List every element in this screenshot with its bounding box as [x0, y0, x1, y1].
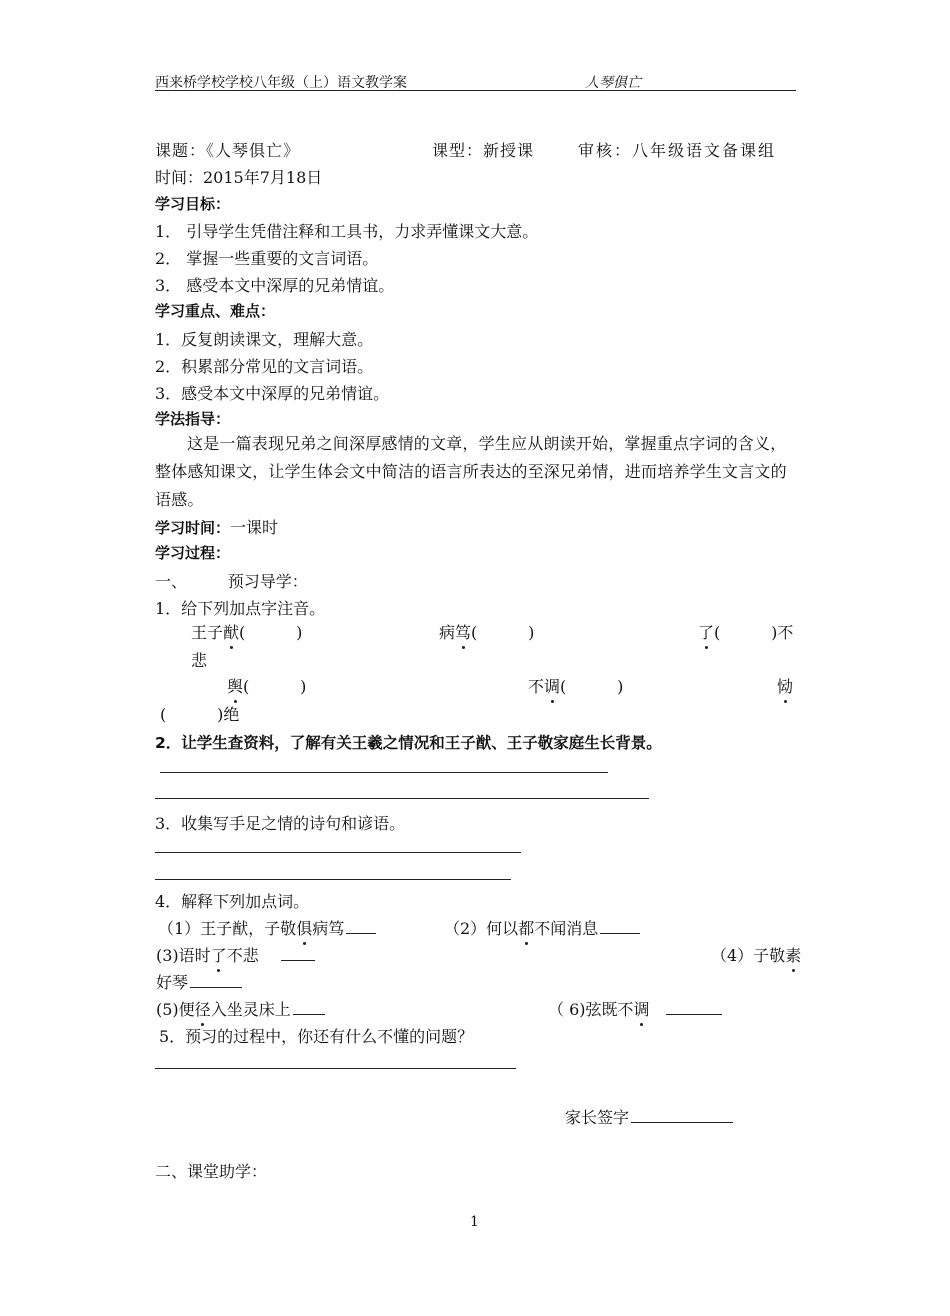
keypoint-item: 2．积累部分常见的文言词语。 — [155, 357, 374, 376]
q4-item: (5)便径入坐灵床上 — [156, 997, 325, 1020]
page-number: 1 — [470, 1214, 479, 1230]
q1-item-cont: 悲 — [191, 651, 208, 670]
answer-line[interactable] — [155, 1068, 516, 1069]
q1-item: 舆( ) — [227, 674, 306, 697]
answer-blank[interactable] — [666, 1000, 722, 1015]
keypoints-title: 学习重点、难点： — [155, 302, 276, 320]
q4-item: （ 6)弦既不调 — [548, 997, 722, 1020]
section-classroom: 二、课堂助学： — [155, 1162, 268, 1181]
q1-item: 恸 — [777, 674, 793, 697]
q1-item: 了( )不 — [698, 620, 793, 643]
answer-line[interactable] — [160, 772, 608, 773]
keypoint-item: 1．反复朗读课文，理解大意。 — [155, 330, 374, 349]
keypoint-item: 3．感受本文中深厚的兄弟情谊。 — [155, 384, 390, 403]
lesson-type: 课型：新授课 — [432, 141, 535, 160]
q4-item: （2）何以都不闻消息 — [444, 916, 640, 939]
goal-item: 1． 引导学生凭借注释和工具书，力求弄懂课文大意。 — [155, 222, 539, 241]
parent-signature: 家长签字 — [565, 1105, 733, 1128]
goal-item: 3． 感受本文中深厚的兄弟情谊。 — [155, 276, 395, 295]
topic: 课题：《人琴俱亡》 — [155, 141, 301, 160]
review-group: 审核：八年级语文备课组 — [578, 141, 777, 160]
header-school: 西来桥学校学校八年级（上）语文教学案 — [155, 75, 407, 91]
answer-blank[interactable] — [281, 946, 315, 961]
answer-blank[interactable] — [293, 1000, 325, 1015]
q1-item: 王子猷( ) — [191, 620, 302, 643]
q2-text: 2．让学生查资料，了解有关王羲之情况和王子猷、王子敬家庭生长背景。 — [155, 734, 662, 752]
method-title: 学法指导： — [155, 410, 231, 428]
q4-item-cont: 好琴 — [156, 970, 242, 993]
answer-line[interactable] — [155, 879, 511, 880]
study-time — [155, 515, 278, 538]
process-title: 学习过程： — [155, 544, 231, 562]
q1-item-cont: ( )绝 — [160, 705, 240, 724]
q3-text: 3．收集写手足之情的诗句和谚语。 — [155, 814, 406, 833]
header-lesson: 人琴俱亡 — [585, 75, 641, 91]
goals-title: 学习目标： — [155, 195, 231, 213]
q5-text: 5．预习的过程中，你还有什么不懂的问题？ — [159, 1027, 474, 1046]
q4-item: （1）王子猷，子敬俱病笃 — [158, 916, 376, 939]
answer-line[interactable] — [155, 798, 649, 799]
q4-item: (3)语时了不悲 — [156, 943, 315, 966]
q1-item: 病笃( ) — [439, 620, 534, 643]
q4-title: 4．解释下列加点词。 — [155, 892, 310, 911]
study-time-label: 学习时间： — [155, 519, 231, 537]
header-rule — [155, 90, 796, 91]
study-time-value: 一课时 — [230, 518, 279, 537]
answer-blank[interactable] — [600, 919, 640, 934]
q1-item: 不调( ) — [528, 674, 623, 697]
q4-item: （4）子敬素 — [711, 943, 801, 966]
answer-blank[interactable] — [190, 973, 242, 988]
goal-item: 2． 掌握一些重要的文言词语。 — [155, 249, 379, 268]
date: 时间：2015年7月18日 — [155, 168, 323, 187]
signature-blank[interactable] — [631, 1108, 733, 1123]
answer-line[interactable] — [155, 852, 521, 853]
q1-title: 1．给下列加点字注音。 — [155, 599, 326, 618]
method-paragraph: 这是一篇表现兄弟之间深厚感情的文章，学生应从朗读开始，掌握重点字词的含义，整体感知课文，让学生体会文中简洁的语言所表达的至深兄弟情，进而培养学生文言文的语感。 — [155, 434, 787, 509]
answer-blank[interactable] — [346, 919, 376, 934]
section-preview: 一、 预习导学： — [155, 572, 308, 591]
